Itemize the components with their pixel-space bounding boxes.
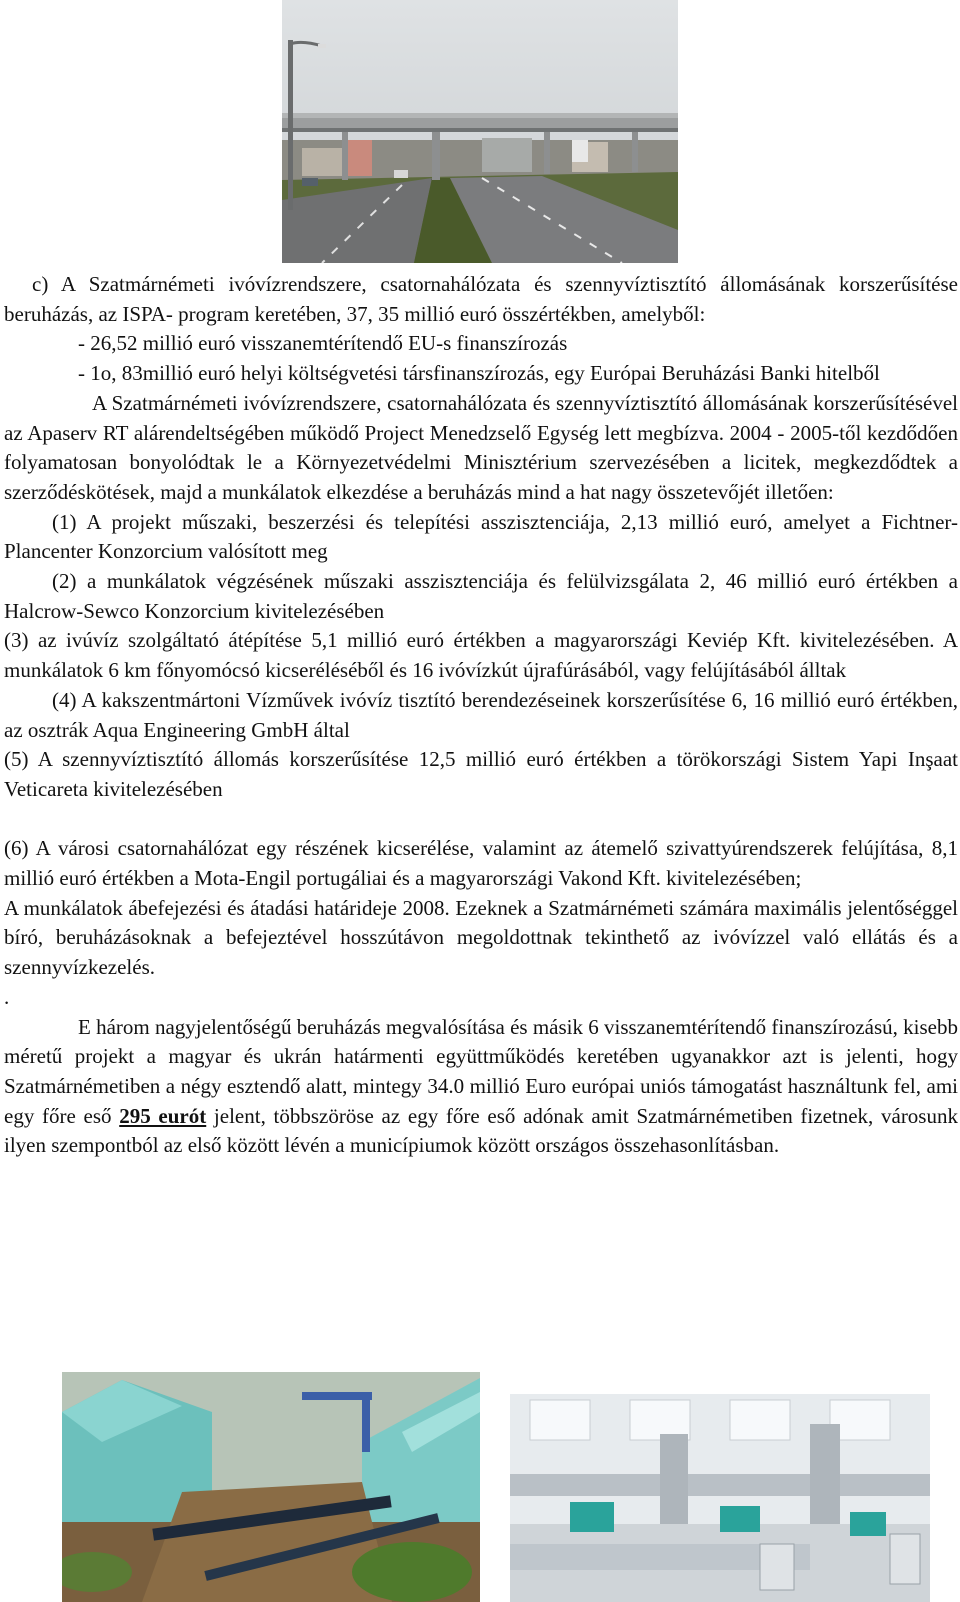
summary-text-b: jelent, többszöröse az egy főre eső adónak amit Szatmárnémetiben fizetnek, városunk ilyen szempontból az első között lévén a municípiumok között országos összehasonlításban. [4,1103,958,1158]
list-item-3: (3) az ivúvíz szolgáltató átépítése 5,1 millió euró értékben a magyarországi Keviép Kft. kivitelezésében. A munkálatok 6 km főnyomócsó kicseréléséből és 16 ivóvízkút újrafúrásából, vagy felújításából álltak [4,628,958,683]
paragraph-eu-funding: - 26,52 millió euró visszanemtérítendő EU-s finanszírozás [78,331,568,356]
paragraph-dot: . [4,984,10,1009]
list-item-5: (5) A szennyvíztisztító állomás korszerűsítése 12,5 millió euró értékben a törökországi Sistem Yapi Inşaat Veticareta kivitelezésében [4,747,958,801]
list-item-4: (4) A kakszentmártoni Vízművek ivóvíz tisztító berendezéseinek korszerűsítése 6, 16 millió euró értékben, az osztrák Aqua Engineering GmbH által [4,687,958,742]
article-body [4,270,958,1161]
summary-text-a: E három nagyjelentőségű beruházás megvalósítása és másik 6 visszanemtérítendő finanszírozású, kisebb méretű projekt a magyar és ukrán határmenti együttműködés keretében ugyanakkor azt is jelenti, hogy Szatmárnémetiben a négy esztendő alatt, mintegy 34.0 millió Euro európai uniós támogatást használtunk fel, ami egy főre eső [4,1014,958,1128]
pipe-trench-photo [62,1372,480,1602]
paragraph-local-funding: - 1o, 83millió euró helyi költségvetési társfinanszírozás, egy Európai Beruházási Banki hitelből [78,361,880,386]
overpass-road-photo [282,0,678,263]
list-item-2: (2) a munkálatok végzésének műszaki asszisztenciája és felülvizsgálata 2, 46 millió euró értékben a Halcrow-Sewco Konzorcium kivitelezésében [4,569,958,623]
paragraph-summary [4,1013,958,1162]
paragraph-intro: c) A Szatmárnémeti ivóvízrendszere, csatornahálózata és szennyvíztisztító állomásának korszerűsítése beruházás, az ISPA- program keretében, 37, 35 millió euró összértékben, amelyből: [4,272,958,326]
per-capita-amount: 295 eurót [119,1103,207,1128]
paragraph-deadline: A munkálatok ábefejezési és átadási határideje 2008. Ezeknek a Szatmárnémeti számára maximális jelentőséggel bíró, beruházásoknak a befejeztével hosszútávon megoldottnak tekinthető az ivóvízzel való ellátás és a szennyvízkezelés. [4,895,958,980]
pump-station-photo [510,1394,930,1602]
paragraph-project-management: A Szatmárnémeti ivóvízrendszere, csatornahálózata és szennyvíztisztító állomásának korszerűsítésével az Apaserv RT alárendeltségében működő Project Menedzselő Egység lett megbízva. 2004 - 2005-től kezdődően folyamatosan bonyolódtak le a Környezetvédelmi Minisztérium szervezésében a licitek, megkezdődtek a szerződéskötések, majd a munkálatok elkezdése a beruházás mind a hat nagy összetevőjét illetően: [4,390,958,504]
list-item-6: (6) A városi csatornahálózat egy részének kicserélése, valamint az átemelő szivattyúrendszerek felújítása, 8,1 millió euró értékben a Mota-Engil portugáliai és a magyarországi Vakond Kft. kivitelezésében; [4,836,958,891]
list-item-1: (1) A projekt műszaki, beszerzési és telepítési asszisztenciája, 2,13 millió euró, amelyet a Fichtner-Plancenter Konzorcium valósított meg [4,509,958,564]
